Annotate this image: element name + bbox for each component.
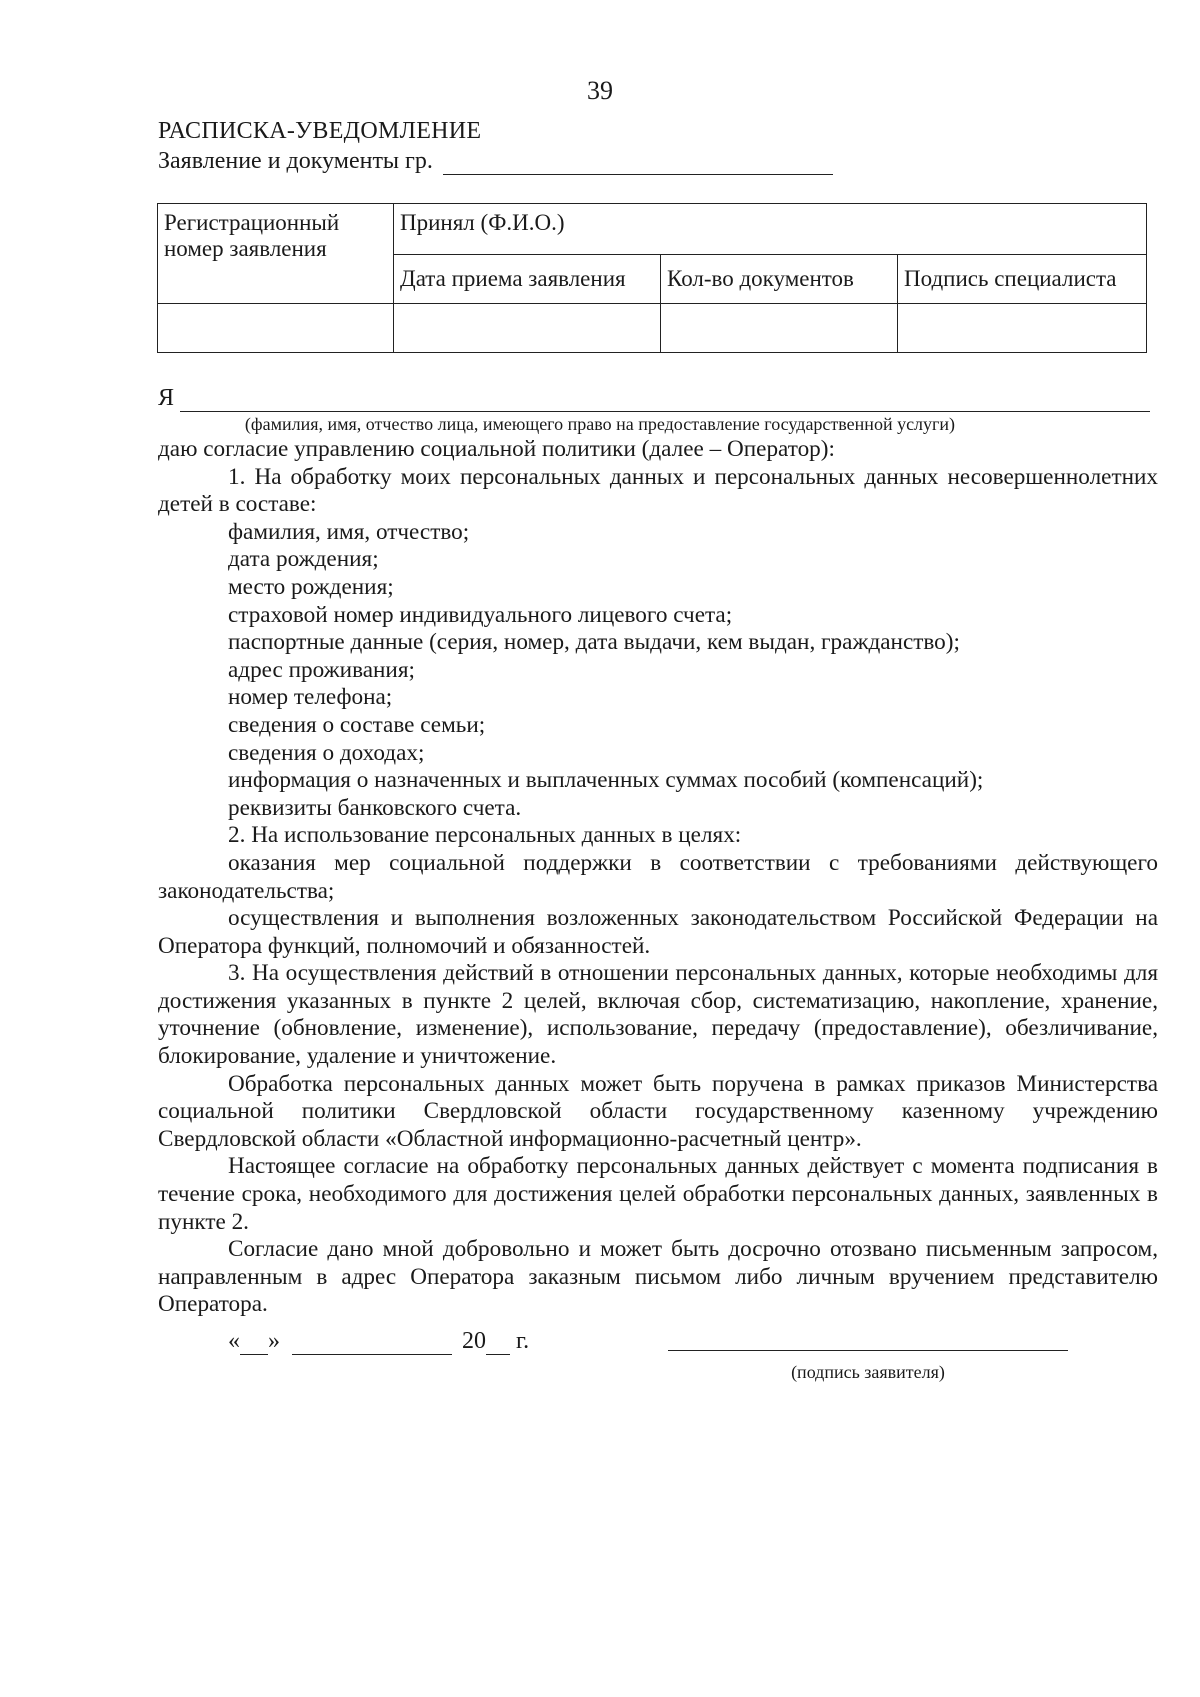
list-item: дата рождения; bbox=[228, 546, 379, 573]
accepted-by-header: Принял (Ф.И.О.) bbox=[394, 204, 1147, 255]
month-blank[interactable] bbox=[292, 1334, 452, 1355]
consent-processing-paragraph: Обработка персональных данных может быть поручена в рамках приказов Министерства социальной политики Свердловской области государственному казенному учреждению Свердловской области «Областной информационно-расчетный центр». bbox=[158, 1070, 1158, 1152]
consent-point-3: 3. На осуществления действий в отношении персональных данных, которые необходимы для достижения указанных в пункте 2 целей, включая сбор, систематизацию, накопление, хранение, уточнение (обновление, изменение), использование, передачу (предоставление), обезличивание, блокирование, удаление и уничтожение. bbox=[158, 960, 1158, 1070]
list-item: место рождения; bbox=[228, 573, 394, 600]
day-blank[interactable] bbox=[240, 1334, 268, 1355]
documents-count-cell[interactable] bbox=[661, 304, 898, 353]
list-item: фамилия, имя, отчество; bbox=[228, 518, 470, 545]
applicant-docs-line bbox=[158, 148, 833, 175]
page-number: 39 bbox=[587, 76, 613, 105]
year-prefix: 20 bbox=[462, 1328, 486, 1354]
specialist-signature-cell[interactable] bbox=[898, 304, 1147, 353]
registration-table bbox=[157, 203, 1147, 353]
consent-point-1: 1. На обработку моих персональных данных и персональных данных несовершеннолетних детей в составе: bbox=[158, 463, 1158, 518]
list-item: паспортные данные (серия, номер, дата выдачи, кем выдан, гражданство); bbox=[228, 629, 960, 656]
year-suffix: г. bbox=[516, 1328, 530, 1354]
close-quote: » bbox=[268, 1328, 280, 1354]
reg-number-header: Регистрационный номер заявления bbox=[158, 204, 394, 304]
documents-count-header: Кол-во документов bbox=[661, 255, 898, 304]
consent-name-blank[interactable] bbox=[180, 391, 1150, 412]
consent-body bbox=[158, 436, 1158, 1319]
open-quote: « bbox=[228, 1328, 240, 1354]
applicant-name-blank[interactable] bbox=[443, 152, 833, 175]
year-blank[interactable] bbox=[486, 1334, 510, 1355]
reg-number-cell[interactable] bbox=[158, 304, 394, 353]
list-item: номер телефона; bbox=[228, 684, 393, 711]
consent-point-2a: оказания мер социальной поддержки в соответствии с требованиями действующего законодательства; bbox=[158, 849, 1158, 904]
date-received-cell[interactable] bbox=[394, 304, 661, 353]
date-received-header: Дата приема заявления bbox=[394, 255, 661, 304]
date-line bbox=[228, 1328, 529, 1355]
list-item: адрес проживания; bbox=[228, 656, 415, 683]
list-item: реквизиты банковского счета. bbox=[228, 794, 522, 821]
document-title: РАСПИСКА-УВЕДОМЛЕНИЕ bbox=[158, 118, 482, 144]
list-item: сведения о составе семьи; bbox=[228, 711, 486, 738]
personal-data-list bbox=[158, 519, 1158, 823]
applicant-signature-blank[interactable] bbox=[668, 1350, 1068, 1351]
consent-name-caption: (фамилия, имя, отчество лица, имеющего право на предоставление государственной услуги) bbox=[244, 414, 956, 434]
list-item: сведения о доходах; bbox=[228, 739, 425, 766]
list-item: страховой номер индивидуального лицевого счета; bbox=[228, 601, 733, 628]
date-signature-block bbox=[228, 1328, 1148, 1388]
consent-validity-paragraph: Настоящее согласие на обработку персональных данных действует с момента подписания в течение срока, необходимого для достижения целей обработки персональных данных, заявленных в пункте 2. bbox=[158, 1153, 1158, 1235]
consent-point-2b: осуществления и выполнения возложенных законодательством Российской Федерации на Оператора функций, полномочий и обязанностей. bbox=[158, 905, 1158, 959]
ya-label: Я bbox=[158, 385, 175, 411]
consent-intro: даю согласие управлению социальной политики (далее – Оператор): bbox=[158, 436, 835, 462]
list-item: информация о назначенных и выплаченных суммах пособий (компенсаций); bbox=[228, 767, 984, 794]
consent-name-line bbox=[158, 385, 1150, 412]
specialist-signature-header: Подпись специалиста bbox=[898, 255, 1147, 304]
consent-revocation-paragraph: Согласие дано мной добровольно и может быть досрочно отозвано письменным запросом, направленным в адрес Оператора заказным письмом либо личным вручением представителю Оператора. bbox=[158, 1236, 1158, 1318]
applicant-signature-caption: (подпись заявителя) bbox=[791, 1362, 945, 1382]
docs-label: Заявление и документы гр. bbox=[158, 148, 433, 174]
consent-point-2: 2. На использование персональных данных в целях: bbox=[228, 822, 742, 849]
